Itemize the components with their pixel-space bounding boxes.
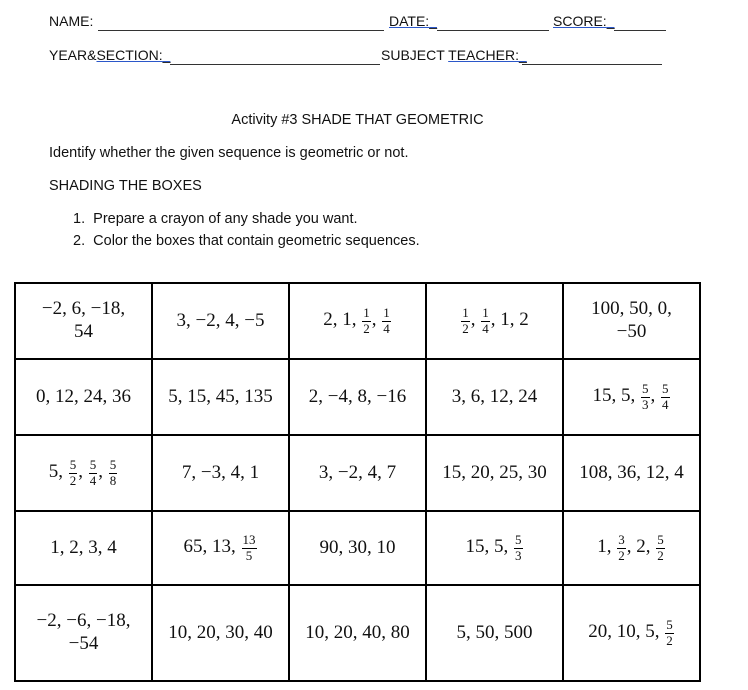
fraction-denominator: 2 bbox=[666, 632, 673, 648]
sequence-text: 15, 5, bbox=[465, 536, 513, 558]
sequence-text: , bbox=[650, 385, 660, 407]
sequence-box[interactable] bbox=[563, 435, 700, 511]
year-blank: _ bbox=[162, 47, 171, 63]
fraction-denominator: 4 bbox=[89, 472, 97, 488]
name-label: NAME: bbox=[49, 13, 94, 29]
sequence-box[interactable] bbox=[152, 511, 289, 585]
step-number: 2. bbox=[73, 233, 86, 249]
sequence-box[interactable] bbox=[15, 585, 152, 681]
score-blank-line[interactable] bbox=[614, 30, 666, 31]
fraction-denominator: 4 bbox=[383, 320, 390, 336]
fraction-numerator: 1 bbox=[462, 305, 469, 321]
fraction bbox=[617, 533, 626, 563]
teacher-blank-line[interactable] bbox=[522, 64, 662, 65]
fraction-numerator: 1 bbox=[482, 305, 489, 321]
sequence-text: 5, 15, 45, 135 bbox=[168, 385, 273, 407]
fraction-denominator: 3 bbox=[515, 547, 522, 563]
fraction-denominator: 4 bbox=[662, 396, 669, 412]
section-heading: SHADING THE BOXES bbox=[49, 178, 202, 194]
teacher-blank: _ bbox=[518, 47, 527, 63]
step-text: Prepare a crayon of any shade you want. bbox=[93, 211, 358, 227]
sequence-text: 7, −3, 4, 1 bbox=[181, 461, 260, 483]
step-number: 1. bbox=[73, 211, 86, 227]
fraction-numerator: 5 bbox=[109, 457, 117, 473]
fraction-numerator: 5 bbox=[666, 617, 673, 633]
sequence-text: 0, 12, 24, 36 bbox=[36, 385, 131, 407]
date-blank: _ bbox=[429, 13, 437, 29]
fraction-denominator: 3 bbox=[642, 396, 649, 412]
sequence-box[interactable] bbox=[15, 359, 152, 435]
grid-row bbox=[15, 585, 700, 681]
sequence-box[interactable] bbox=[563, 359, 700, 435]
sequence-text: 15, 20, 25, 30 bbox=[442, 461, 547, 483]
sequence-text: , 1, 2 bbox=[490, 309, 529, 331]
fraction bbox=[69, 458, 78, 488]
sequence-box[interactable] bbox=[15, 435, 152, 511]
sequence-text: , bbox=[371, 309, 382, 331]
year-label-text: YEAR& bbox=[49, 47, 97, 63]
sequence-text: 1, 2, 3, 4 bbox=[50, 536, 117, 558]
fraction bbox=[89, 458, 98, 488]
subject-label-text: SUBJECT bbox=[381, 47, 449, 63]
fraction-denominator: 2 bbox=[618, 547, 625, 563]
grid-row bbox=[15, 511, 700, 585]
sequence-text: , 2, bbox=[626, 536, 656, 558]
year-section-label bbox=[49, 47, 170, 63]
fraction bbox=[461, 306, 470, 336]
sequence-line: −50 bbox=[616, 321, 647, 342]
fraction bbox=[661, 382, 670, 412]
sequence-line: 54 bbox=[74, 321, 93, 342]
score-label bbox=[553, 13, 614, 29]
sequence-box[interactable] bbox=[289, 585, 426, 681]
fraction-numerator: 5 bbox=[89, 457, 97, 473]
step-1 bbox=[73, 211, 358, 227]
sequence-text: , bbox=[470, 309, 481, 331]
sequence-text: 10, 20, 40, 80 bbox=[305, 621, 410, 643]
fraction bbox=[382, 306, 391, 336]
sequence-text: 5, bbox=[48, 461, 68, 483]
sequence-line: 100, 50, 0, bbox=[591, 298, 672, 320]
sequence-box[interactable] bbox=[563, 283, 700, 359]
grid-row bbox=[15, 283, 700, 359]
step-2 bbox=[73, 233, 420, 249]
fraction-numerator: 5 bbox=[69, 457, 77, 473]
sequence-text: 65, 13, bbox=[183, 536, 241, 558]
fraction-numerator: 5 bbox=[662, 381, 669, 397]
name-blank-line[interactable] bbox=[98, 30, 384, 31]
teacher-label-text: TEACHER: bbox=[448, 47, 519, 63]
score-label-text: SCORE: bbox=[553, 13, 607, 29]
sequence-box[interactable] bbox=[563, 511, 700, 585]
date-label-text: DATE: bbox=[389, 13, 430, 29]
sequence-box[interactable] bbox=[426, 359, 563, 435]
fraction-numerator: 5 bbox=[515, 532, 522, 548]
fraction bbox=[242, 533, 257, 563]
grid-row bbox=[15, 435, 700, 511]
sequence-box[interactable] bbox=[152, 283, 289, 359]
sequence-text: 10, 20, 30, 40 bbox=[168, 621, 273, 643]
fraction bbox=[481, 306, 490, 336]
sequence-box[interactable] bbox=[563, 585, 700, 681]
instruction-text: Identify whether the given sequence is geometric or not. bbox=[49, 145, 409, 161]
sequence-text: 15, 5, bbox=[592, 385, 640, 407]
fraction-numerator: 3 bbox=[618, 532, 625, 548]
fraction-denominator: 2 bbox=[462, 320, 469, 336]
sequence-box[interactable] bbox=[15, 511, 152, 585]
fraction-numerator: 1 bbox=[383, 305, 390, 321]
date-blank-line[interactable] bbox=[437, 30, 549, 31]
fraction-denominator: 5 bbox=[245, 547, 253, 563]
sequence-text: , bbox=[78, 461, 88, 483]
sequence-line: −2, 6, −18, bbox=[41, 298, 126, 320]
sequence-line: −54 bbox=[68, 633, 99, 654]
fraction bbox=[514, 533, 523, 563]
sequence-box[interactable] bbox=[15, 283, 152, 359]
sequence-text: 90, 30, 10 bbox=[319, 536, 396, 558]
sequence-line: −2, −6, −18, bbox=[36, 610, 131, 632]
sequence-text: 3, 6, 12, 24 bbox=[451, 385, 538, 407]
subject-teacher-label bbox=[381, 47, 527, 63]
sequence-text: 5, 50, 500 bbox=[456, 621, 533, 643]
year-section-blank-line[interactable] bbox=[170, 64, 380, 65]
fraction bbox=[641, 382, 650, 412]
sequence-text: 3, −2, 4, −5 bbox=[176, 309, 265, 331]
fraction-numerator: 5 bbox=[657, 532, 664, 548]
sequence-grid bbox=[14, 282, 701, 682]
sequence-box[interactable] bbox=[289, 435, 426, 511]
sequence-text: 2, 1, bbox=[323, 309, 362, 331]
sequence-box[interactable] bbox=[152, 585, 289, 681]
section-label-text: SECTION: bbox=[96, 47, 163, 63]
step-text: Color the boxes that contain geometric sequences. bbox=[93, 233, 420, 249]
fraction-denominator: 4 bbox=[482, 320, 489, 336]
sequence-box[interactable] bbox=[289, 359, 426, 435]
grid-row bbox=[15, 359, 700, 435]
fraction-numerator: 5 bbox=[642, 381, 649, 397]
activity-title: Activity #3 SHADE THAT GEOMETRIC bbox=[231, 112, 484, 128]
sequence-box[interactable] bbox=[426, 435, 563, 511]
sequence-text: 2, −4, 8, −16 bbox=[308, 385, 407, 407]
fraction-denominator: 8 bbox=[109, 472, 117, 488]
fraction-denominator: 2 bbox=[657, 547, 664, 563]
sequence-box[interactable] bbox=[426, 283, 563, 359]
sequence-text: 1, bbox=[597, 536, 617, 558]
fraction bbox=[656, 533, 665, 563]
sequence-box[interactable] bbox=[152, 435, 289, 511]
fraction-numerator: 1 bbox=[363, 305, 370, 321]
sequence-box[interactable] bbox=[426, 585, 563, 681]
fraction bbox=[362, 306, 371, 336]
fraction-numerator: 13 bbox=[242, 532, 256, 548]
sequence-box[interactable] bbox=[289, 511, 426, 585]
sequence-box[interactable] bbox=[426, 511, 563, 585]
sequence-box[interactable] bbox=[289, 283, 426, 359]
sequence-text: , bbox=[98, 461, 108, 483]
sequence-text: 3, −2, 4, 7 bbox=[318, 461, 397, 483]
date-label bbox=[389, 13, 437, 29]
fraction-denominator: 2 bbox=[363, 320, 370, 336]
fraction-denominator: 2 bbox=[69, 472, 77, 488]
fraction bbox=[109, 458, 118, 488]
sequence-text: 108, 36, 12, 4 bbox=[579, 461, 684, 483]
sequence-box[interactable] bbox=[152, 359, 289, 435]
score-blank: _ bbox=[606, 13, 615, 29]
sequence-text: 20, 10, 5, bbox=[588, 621, 665, 643]
fraction bbox=[665, 618, 674, 648]
